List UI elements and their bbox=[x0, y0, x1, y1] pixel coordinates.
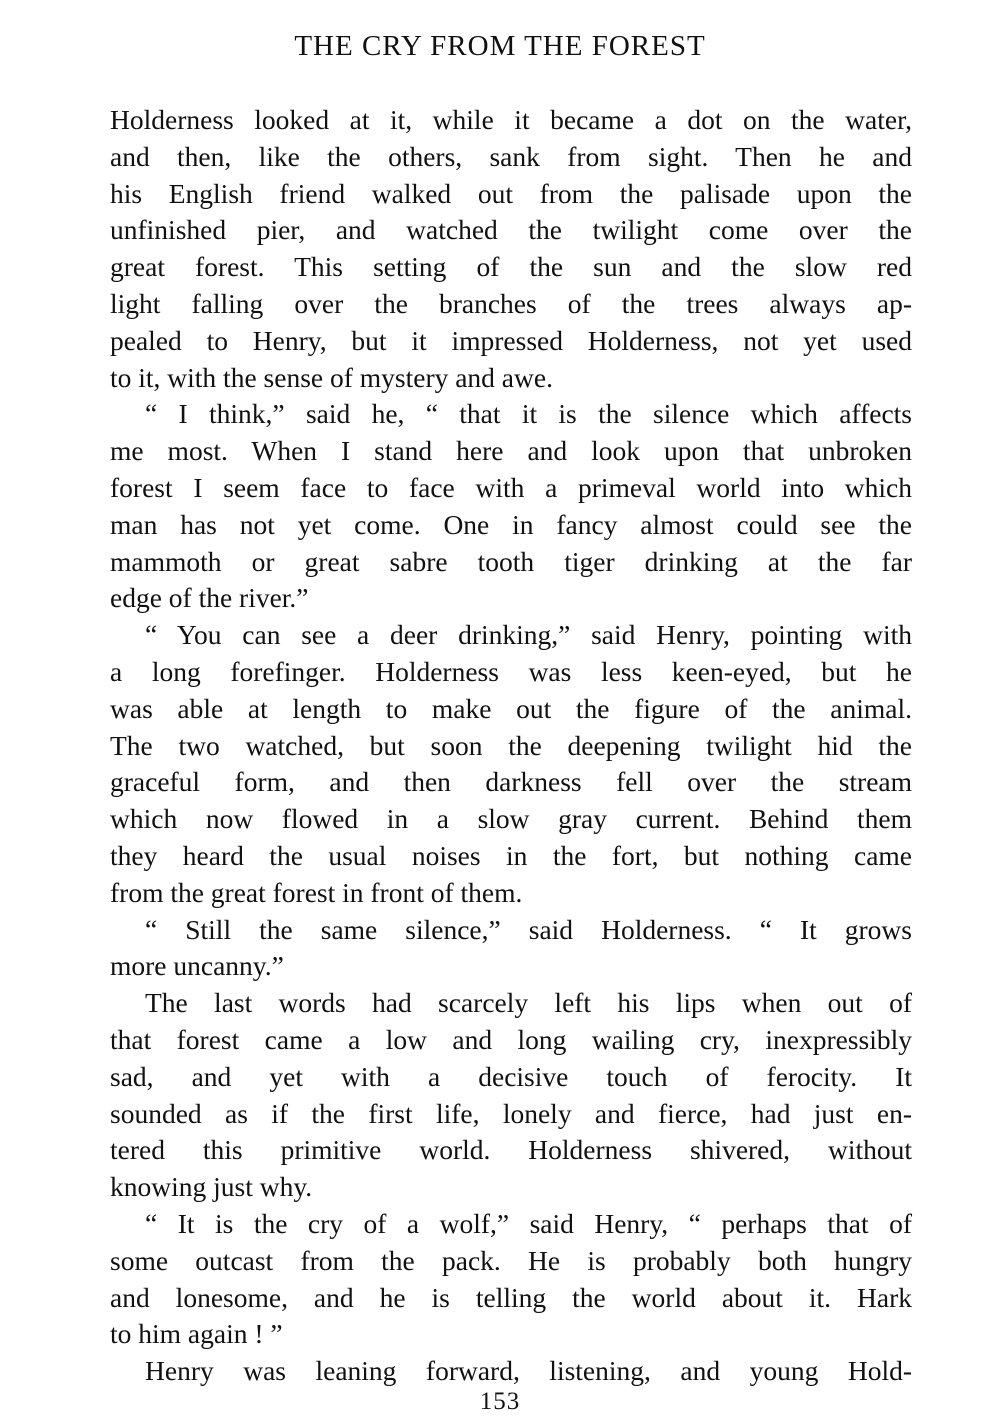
text-line: The two watched, but soon the deepening twilight hid the bbox=[110, 729, 912, 761]
text-line: knowing just why. bbox=[110, 1171, 313, 1203]
text-line: man has not yet come. One in fancy almost could see the bbox=[110, 508, 912, 540]
text-line: from the great forest in front of them. bbox=[110, 876, 523, 908]
text-line: unfinished pier, and watched the twilight come over the bbox=[110, 214, 912, 246]
body-text bbox=[110, 102, 912, 1390]
paragraph bbox=[110, 985, 912, 1206]
text-line: to it, with the sense of mystery and awe. bbox=[110, 361, 553, 393]
text-line: which now flowed in a slow gray current. Behind them bbox=[110, 803, 912, 835]
text-line: “ Still the same silence,” said Holderness. “ It grows bbox=[145, 913, 912, 945]
text-line: sounded as if the first life, lonely and fierce, had just en- bbox=[110, 1097, 912, 1129]
paragraph bbox=[110, 1206, 912, 1353]
text-line: mammoth or great sabre tooth tiger drinking at the far bbox=[110, 545, 912, 577]
text-line: edge of the river.” bbox=[110, 582, 309, 614]
text-line: a long forefinger. Holderness was less keen-eyed, but he bbox=[110, 655, 912, 687]
text-line: The last words had scarcely left his lips when out of bbox=[145, 987, 912, 1019]
text-line: light falling over the branches of the trees always ap- bbox=[110, 287, 912, 319]
text-line: forest I seem face to face with a primeval world into which bbox=[110, 471, 912, 503]
paragraph bbox=[110, 396, 912, 617]
paragraph bbox=[110, 912, 912, 986]
text-line: tered this primitive world. Holderness shivered, without bbox=[110, 1134, 912, 1166]
running-head: THE CRY FROM THE FOREST bbox=[294, 30, 706, 62]
text-line: to him again ! ” bbox=[110, 1318, 283, 1350]
text-line: pealed to Henry, but it impressed Holderness, not yet used bbox=[110, 324, 912, 356]
text-line: was able at length to make out the figure of the animal. bbox=[110, 692, 912, 724]
text-line: “ I think,” said he, “ that it is the silence which affects bbox=[145, 398, 912, 430]
text-line: that forest came a low and long wailing cry, inexpressibly bbox=[110, 1023, 912, 1055]
text-line: sad, and yet with a decisive touch of ferocity. It bbox=[110, 1060, 912, 1092]
text-line: “ You can see a deer drinking,” said Henry, pointing with bbox=[145, 619, 912, 651]
text-line: Holderness looked at it, while it became a dot on the water, bbox=[110, 104, 912, 135]
page-number: 153 bbox=[479, 1388, 521, 1415]
paragraph bbox=[110, 1353, 912, 1390]
text-line: they heard the usual noises in the fort, but nothing came bbox=[110, 839, 912, 871]
paragraph bbox=[110, 102, 912, 396]
text-line: graceful form, and then darkness fell over the stream bbox=[110, 766, 912, 798]
text-line: more uncanny.” bbox=[110, 950, 284, 982]
text-line: his English friend walked out from the palisade upon the bbox=[110, 177, 912, 209]
text-line: great forest. This setting of the sun and the slow red bbox=[110, 251, 912, 283]
text-line: and lonesome, and he is telling the world about it. Hark bbox=[110, 1281, 912, 1313]
text-line: some outcast from the pack. He is probably both hungry bbox=[110, 1244, 912, 1276]
text-line: me most. When I stand here and look upon that unbroken bbox=[110, 435, 912, 467]
text-line: Henry was leaning forward, listening, and young Hold- bbox=[145, 1355, 912, 1387]
paragraph bbox=[110, 617, 912, 911]
text-line: “ It is the cry of a wolf,” said Henry, “ perhaps that of bbox=[145, 1207, 912, 1239]
text-line: and then, like the others, sank from sight. Then he and bbox=[110, 140, 912, 172]
